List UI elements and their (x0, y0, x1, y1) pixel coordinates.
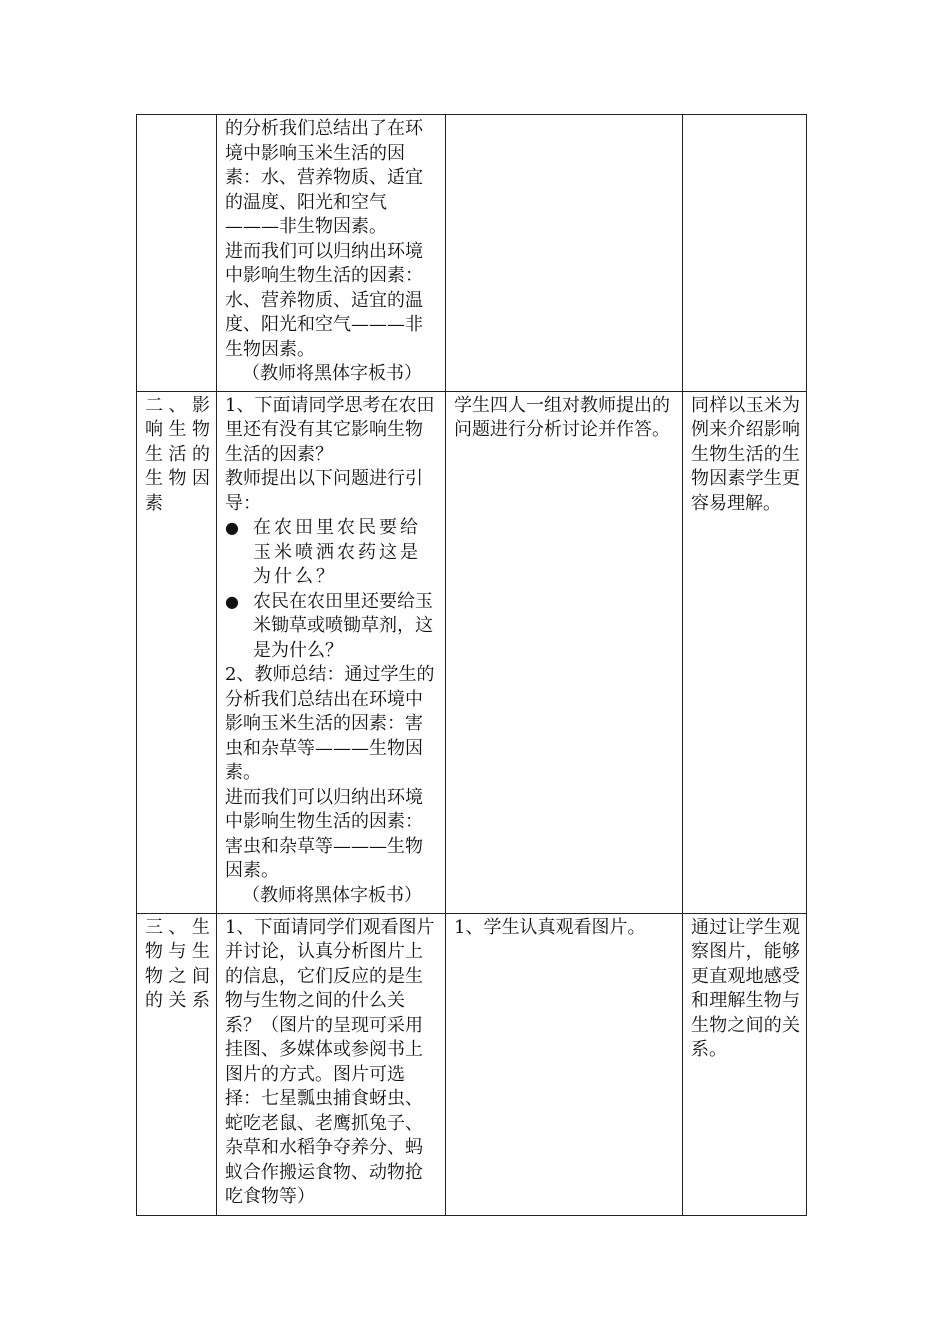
teacher-paragraph: 教师提出以下问题进行引导： (225, 468, 423, 514)
teacher-activity-cell (217, 391, 446, 913)
student-activity-cell: 学生四人一组对教师提出的问题进行分析讨论并作答。 (446, 391, 683, 913)
design-intent-text: 同样以玉米为例来介绍影响生物生活的生物因素学生更容易理解。 (691, 394, 800, 514)
black-circle-bullet-icon: ● (225, 591, 239, 611)
table-row (137, 391, 807, 913)
design-intent-text: 通过让学生观察图片，能够更直观地感受和理解生物与生物之间的关系。 (691, 916, 800, 1060)
student-activity-cell: 1、学生认真观看图片。 (446, 913, 683, 1215)
bullet-item (225, 590, 439, 664)
teacher-paragraph: 2、教师总结：通过学生的分析我们总结出在环境中影响玉米生活的因素：害虫和杂草等———生物因素。 (225, 664, 435, 783)
lesson-plan-table (136, 114, 807, 1216)
section-cell: 三、生物与生物之间的关系 (137, 913, 217, 1215)
design-intent-cell (683, 391, 807, 913)
teacher-paragraph: 进而我们可以归纳出环境中影响生物生活的因素：水、营养物质、适宜的温度、阳光和空气———非生物因素。 (225, 240, 423, 360)
board-note: （教师将黑体字板书） (242, 363, 422, 384)
teacher-paragraph: 1、下面请同学思考在农田里还有没有其它影响生物生活的因素？ (225, 394, 435, 465)
black-circle-bullet-icon: ● (225, 518, 239, 537)
teacher-paragraph: 的分析我们总结出了在环境中影响玉米生活的因素：水、营养物质、适宜的温度、阳光和空气———非生物因素。 (225, 118, 423, 237)
section-cell: 二、影响生物生活的生物因素 (137, 391, 217, 913)
board-note: （教师将黑体字板书） (242, 884, 422, 906)
teacher-activity-cell (217, 115, 446, 392)
student-activity-cell (446, 115, 683, 392)
teacher-paragraph: 进而我们可以归纳出环境中影响生物生活的因素：害虫和杂草等———生物因素。 (225, 786, 423, 881)
table-row (137, 913, 807, 1215)
teacher-paragraph: 1、下面请同学们观看图片并讨论，认真分析图片上的信息，它们反应的是生物与生物之间的什么关系？（图片的呈现可采用挂图、多媒体或参阅书上图片的方式。图片可选择：七星瓢虫捕食蚜虫、蛇吃老鼠、老鹰抓兔子、杂草和水稻争夺养分、蚂蚁合作搬运食物、动物抢吃食物等） (225, 916, 435, 1207)
bullet-text: 在农田里农民要给玉米喷洒农药这是为什么？ (253, 517, 421, 587)
teacher-activity-cell (217, 913, 446, 1215)
design-intent-cell (683, 115, 807, 392)
table-row (137, 115, 807, 392)
bullet-text: 农民在农田里还要给玉米锄草或喷锄草剂，这是为什么？ (253, 590, 433, 661)
bullet-item (225, 516, 439, 590)
section-cell (137, 115, 217, 392)
design-intent-cell (683, 913, 807, 1215)
